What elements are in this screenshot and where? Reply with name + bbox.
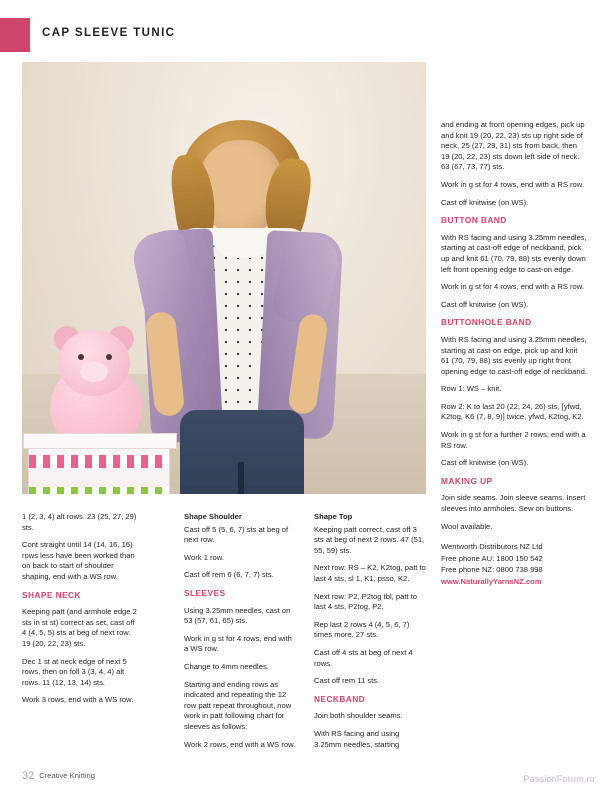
paragraph: Dec 1 st at neck edge of next 5 rows, then on foll 3 (3, 4, 4) alt rows. 11 (12, 13, 14) sts. — [22, 656, 127, 687]
paragraph: With RS facing and using 3.25mm needles, starting — [314, 728, 400, 749]
paragraph: Keeping patt correct, cast off 3 sts at beg of next 2 rows. 47 (51, 55, 59) sts. — [314, 524, 425, 555]
teddy-bear-left-eye — [78, 354, 84, 360]
paragraph: 1 (2, 3, 4) alt rows. 23 (25, 27, 29) sts. — [22, 512, 137, 532]
paragraph: Cast off knitwise (on WS). — [441, 458, 529, 468]
paragraph: Work in g st for 4 rows, end with a RS row. — [441, 179, 584, 189]
paragraph: Next row: RS – K2, K2tog, patt to last 4 sts, sl 1, K1, psso, K2. — [314, 563, 426, 583]
page-footer — [22, 770, 95, 782]
distributor-contact — [441, 542, 587, 587]
section-heading-making-up: MAKING UP — [441, 475, 493, 486]
subsection-heading-shape-top: Shape Top — [314, 512, 353, 521]
page-header — [0, 18, 609, 52]
section-heading-button-band: BUTTON BAND — [441, 215, 507, 226]
text-column-2 — [184, 512, 296, 750]
paragraph: Join both shoulder seams. — [314, 711, 403, 721]
paragraph: Cast off rem 11 sts. — [314, 676, 380, 686]
gift-box-lid — [23, 433, 177, 449]
paragraph: Starting and ending rows as indicated and repeating the 12 row patt repeat throughout, now work in patt following chart for sleeves as follows: — [184, 679, 292, 731]
paragraph: With RS facing and using 3.25mm needles, starting at cast-off edge of neckband, pick up and knit 61 (70, 79, 88) sts evenly down left front opening edge to cast-on edge. — [441, 232, 587, 274]
paragraph: Work in g st for a further 2 rows, end with a RS row. — [441, 430, 586, 450]
paragraph: Work in g st for 4 rows, end with a WS row. — [184, 633, 292, 654]
paragraph: Cast off knitwise (on WS). — [441, 299, 529, 309]
garment-photo — [22, 62, 426, 494]
child-jeans-seam — [238, 462, 244, 494]
gift-box — [28, 442, 170, 494]
paragraph: Cast off 4 sts at beg of next 4 rows. — [314, 647, 413, 668]
publication-name: Creative Knitting — [39, 771, 95, 780]
paragraph: Row 2: K to last 20 (22, 24, 26) sts, [yfwd, K2tog, K6 (7, 8, 9)] twice, yfwd, K2tog, K2. — [441, 401, 584, 422]
paragraph: Work 1 row. — [184, 552, 224, 562]
paragraph: Next row: P2, P2tog tbl, patt to last 4 sts, P2tog, P2. — [314, 591, 417, 612]
paragraph: Work 2 rows, end with a WS row. — [184, 739, 296, 749]
paragraph: With RS facing and using 3.25mm needles, starting at cast-on edge, pick up and knit 61 (70, 79, 88) sts evenly up right front opening edge to cast-off edge of neckband. — [441, 334, 587, 376]
paragraph: Using 3.25mm needles, cast on 53 (57, 61, 65) sts. — [184, 605, 291, 626]
paragraph: Change to 4mm needles. — [184, 661, 269, 671]
phone-au: Free phone AU: 1800 150 542 — [441, 553, 543, 563]
phone-nz: Free phone NZ: 0800 738 998 — [441, 565, 543, 575]
watermark: PassionForum.ru — [523, 774, 595, 784]
text-column-3 — [314, 512, 426, 750]
text-column-4 — [441, 120, 587, 588]
paragraph: Wool available. — [441, 521, 493, 531]
teddy-bear-right-eye — [106, 354, 112, 360]
text-column-1 — [22, 512, 140, 706]
paragraph: Cast off 5 (5, 6, 7) sts at beg of next row. — [184, 524, 289, 545]
section-heading-shape-neck: SHAPE NECK — [22, 589, 81, 600]
paragraph: Work 3 rows, end with a WS row. — [22, 695, 134, 705]
page-title: CAP SLEEVE TUNIC — [42, 27, 176, 39]
paragraph: and ending at front opening edges, pick up and knit 19 (20, 22, 23) sts up right side of neck, 25 (27, 29, 31) sts from back, then 19 (20, 22, 23) sts down left side of neck. 63 (67, 73, 77) sts. — [441, 120, 585, 172]
paragraph: Rep last 2 rows 4 (4, 5, 6, 7) times more. 27 sts. — [314, 619, 410, 640]
subsection-heading-shape-shoulder: Shape Shoulder — [184, 512, 242, 521]
page-number: 32 — [22, 770, 35, 782]
teddy-bear-muzzle — [80, 362, 108, 382]
website-link[interactable]: www.NaturallyYarnsNZ.com — [441, 577, 542, 586]
gift-box-stripe — [29, 455, 169, 468]
header-accent-bar — [0, 18, 30, 52]
section-heading-neckband: NECKBAND — [314, 693, 366, 704]
paragraph: Row 1: WS – knit. — [441, 384, 502, 394]
paragraph: Cast off knitwise (on WS). — [441, 197, 529, 207]
section-heading-sleeves: SLEEVES — [184, 587, 226, 598]
paragraph: Cont straight until 14 (14, 16, 16) rows less have been worked than on back to start of shoulder shaping, end with a WS row. — [22, 540, 135, 581]
section-heading-buttonhole-band: BUTTONHOLE BAND — [441, 317, 532, 328]
paragraph: Keeping patt (and armhole edge 2 sts in st st) correct as set, cast off 4 (4, 5, 5) sts at beg of next row. 19 (20, 22, 23) sts. — [22, 607, 137, 648]
paragraph: Work in g st for 4 rows, end with a RS row. — [441, 282, 584, 292]
paragraph: Cast off rem 6 (6, 7, 7) sts. — [184, 570, 274, 580]
paragraph: Join side seams. Join sleeve seams. Insert sleeves into armholes. Sew on buttons. — [441, 493, 586, 514]
distributor-name: Wentworth Distributors NZ Ltd — [441, 542, 543, 552]
gift-box-stripe — [29, 487, 169, 494]
